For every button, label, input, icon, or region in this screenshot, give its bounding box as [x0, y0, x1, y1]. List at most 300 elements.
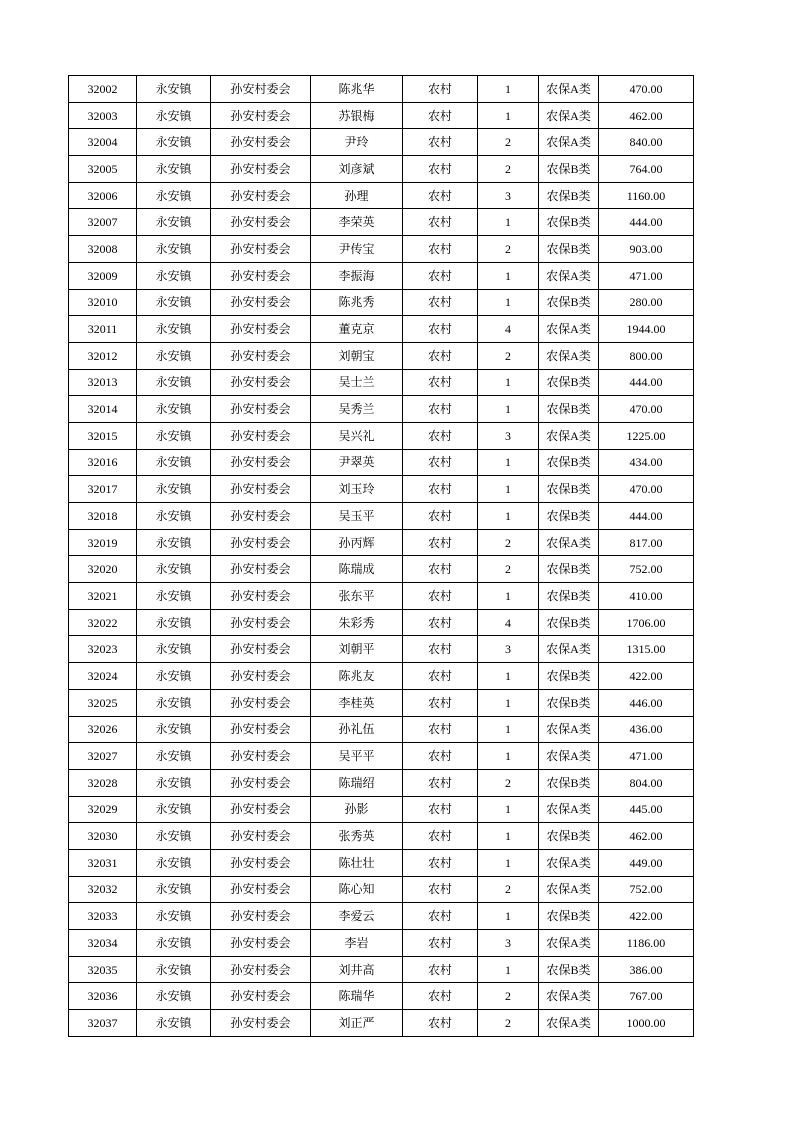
table-cell-type: 农村: [403, 903, 478, 930]
table-cell-category: 农保B类: [539, 503, 599, 530]
table-cell-count: 1: [478, 369, 539, 396]
table-cell-type: 农村: [403, 156, 478, 183]
table-cell-village: 孙安村委会: [211, 209, 311, 236]
table-cell-name: 刘玉玲: [311, 476, 403, 503]
table-cell-id: 32026: [69, 716, 137, 743]
table-cell-village: 孙安村委会: [211, 876, 311, 903]
table-cell-type: 农村: [403, 556, 478, 583]
table-cell-id: 32011: [69, 316, 137, 343]
table-cell-id: 32010: [69, 289, 137, 316]
table-cell-id: 32006: [69, 182, 137, 209]
table-row: [69, 983, 694, 1010]
table-cell-village: 孙安村委会: [211, 956, 311, 983]
table-cell-category: 农保B类: [539, 823, 599, 850]
table-cell-id: 32003: [69, 102, 137, 129]
table-cell-amount: 840.00: [599, 129, 694, 156]
table-cell-amount: 436.00: [599, 716, 694, 743]
table-cell-amount: 752.00: [599, 876, 694, 903]
table-cell-name: 吴秀兰: [311, 396, 403, 423]
table-cell-amount: 817.00: [599, 529, 694, 556]
table-cell-id: 32034: [69, 930, 137, 957]
table-cell-count: 2: [478, 129, 539, 156]
table-cell-village: 孙安村委会: [211, 983, 311, 1010]
table-cell-town: 永安镇: [137, 716, 211, 743]
table-cell-type: 农村: [403, 396, 478, 423]
table-cell-type: 农村: [403, 102, 478, 129]
table-cell-id: 32025: [69, 689, 137, 716]
table-cell-count: 1: [478, 476, 539, 503]
table-cell-amount: 1160.00: [599, 182, 694, 209]
table-cell-type: 农村: [403, 876, 478, 903]
table-cell-id: 32004: [69, 129, 137, 156]
table-cell-count: 1: [478, 689, 539, 716]
table-cell-amount: 444.00: [599, 209, 694, 236]
table-cell-count: 2: [478, 342, 539, 369]
table-cell-amount: 1315.00: [599, 636, 694, 663]
table-cell-id: 32021: [69, 583, 137, 610]
table-cell-village: 孙安村委会: [211, 796, 311, 823]
table-cell-id: 32023: [69, 636, 137, 663]
table-cell-category: 农保B类: [539, 209, 599, 236]
table-cell-village: 孙安村委会: [211, 396, 311, 423]
table-cell-amount: 1225.00: [599, 422, 694, 449]
payment-table: [68, 75, 694, 1037]
table-cell-town: 永安镇: [137, 129, 211, 156]
table-cell-town: 永安镇: [137, 903, 211, 930]
table-cell-town: 永安镇: [137, 76, 211, 103]
table-cell-count: 1: [478, 956, 539, 983]
table-row: [69, 716, 694, 743]
table-cell-category: 农保A类: [539, 422, 599, 449]
table-cell-village: 孙安村委会: [211, 556, 311, 583]
table-cell-town: 永安镇: [137, 422, 211, 449]
table-cell-id: 32017: [69, 476, 137, 503]
table-cell-count: 2: [478, 769, 539, 796]
table-cell-village: 孙安村委会: [211, 716, 311, 743]
table-cell-type: 农村: [403, 342, 478, 369]
table-cell-village: 孙安村委会: [211, 609, 311, 636]
table-cell-town: 永安镇: [137, 956, 211, 983]
table-cell-id: 32035: [69, 956, 137, 983]
table-cell-category: 农保B类: [539, 609, 599, 636]
table-cell-count: 1: [478, 449, 539, 476]
table-cell-category: 农保A类: [539, 849, 599, 876]
table-cell-name: 刘朝宝: [311, 342, 403, 369]
table-cell-type: 农村: [403, 476, 478, 503]
table-cell-category: 农保B类: [539, 369, 599, 396]
table-cell-type: 农村: [403, 849, 478, 876]
table-row: [69, 342, 694, 369]
table-cell-village: 孙安村委会: [211, 369, 311, 396]
table-cell-amount: 470.00: [599, 76, 694, 103]
table-cell-village: 孙安村委会: [211, 236, 311, 263]
table-cell-town: 永安镇: [137, 930, 211, 957]
payment-table-body: [69, 76, 694, 1037]
table-cell-name: 张秀英: [311, 823, 403, 850]
table-cell-name: 陈兆友: [311, 663, 403, 690]
table-cell-type: 农村: [403, 983, 478, 1010]
table-cell-category: 农保B类: [539, 689, 599, 716]
table-cell-town: 永安镇: [137, 556, 211, 583]
table-cell-name: 尹翠英: [311, 449, 403, 476]
table-cell-village: 孙安村委会: [211, 76, 311, 103]
table-cell-amount: 444.00: [599, 503, 694, 530]
table-cell-name: 刘彦斌: [311, 156, 403, 183]
table-cell-count: 2: [478, 529, 539, 556]
table-cell-id: 32002: [69, 76, 137, 103]
table-cell-amount: 471.00: [599, 743, 694, 770]
table-cell-category: 农保A类: [539, 876, 599, 903]
table-cell-amount: 445.00: [599, 796, 694, 823]
table-cell-village: 孙安村委会: [211, 316, 311, 343]
table-cell-name: 陈兆秀: [311, 289, 403, 316]
table-cell-count: 3: [478, 182, 539, 209]
table-cell-count: 1: [478, 289, 539, 316]
table-cell-amount: 767.00: [599, 983, 694, 1010]
table-cell-type: 农村: [403, 689, 478, 716]
table-cell-type: 农村: [403, 449, 478, 476]
table-cell-category: 农保A类: [539, 1010, 599, 1037]
table-cell-id: 32030: [69, 823, 137, 850]
table-row: [69, 369, 694, 396]
table-cell-count: 1: [478, 102, 539, 129]
table-cell-count: 1: [478, 849, 539, 876]
table-cell-category: 农保A类: [539, 342, 599, 369]
table-cell-count: 1: [478, 76, 539, 103]
table-cell-id: 32032: [69, 876, 137, 903]
table-row: [69, 956, 694, 983]
table-cell-count: 4: [478, 609, 539, 636]
table-cell-town: 永安镇: [137, 529, 211, 556]
table-cell-count: 1: [478, 903, 539, 930]
table-cell-category: 农保A类: [539, 930, 599, 957]
table-cell-town: 永安镇: [137, 983, 211, 1010]
table-cell-id: 32015: [69, 422, 137, 449]
table-cell-type: 农村: [403, 316, 478, 343]
table-cell-name: 陈心知: [311, 876, 403, 903]
table-cell-amount: 462.00: [599, 102, 694, 129]
table-cell-village: 孙安村委会: [211, 449, 311, 476]
table-cell-type: 农村: [403, 129, 478, 156]
table-cell-count: 3: [478, 636, 539, 663]
table-cell-village: 孙安村委会: [211, 849, 311, 876]
table-cell-id: 32031: [69, 849, 137, 876]
table-cell-town: 永安镇: [137, 609, 211, 636]
table-cell-village: 孙安村委会: [211, 262, 311, 289]
table-cell-village: 孙安村委会: [211, 769, 311, 796]
table-cell-name: 尹传宝: [311, 236, 403, 263]
table-cell-id: 32033: [69, 903, 137, 930]
table-cell-town: 永安镇: [137, 396, 211, 423]
table-cell-count: 1: [478, 503, 539, 530]
table-cell-count: 1: [478, 663, 539, 690]
table-cell-id: 32037: [69, 1010, 137, 1037]
table-cell-category: 农保B类: [539, 156, 599, 183]
table-cell-type: 农村: [403, 76, 478, 103]
table-cell-category: 农保B类: [539, 236, 599, 263]
table-cell-count: 1: [478, 262, 539, 289]
table-cell-category: 农保B类: [539, 396, 599, 423]
table-cell-count: 2: [478, 156, 539, 183]
table-cell-amount: 1944.00: [599, 316, 694, 343]
table-cell-town: 永安镇: [137, 689, 211, 716]
table-cell-type: 农村: [403, 823, 478, 850]
table-row: [69, 636, 694, 663]
table-cell-count: 2: [478, 876, 539, 903]
table-cell-category: 农保B类: [539, 476, 599, 503]
table-row: [69, 289, 694, 316]
table-cell-name: 尹玲: [311, 129, 403, 156]
table-cell-village: 孙安村委会: [211, 823, 311, 850]
table-cell-village: 孙安村委会: [211, 743, 311, 770]
table-cell-id: 32005: [69, 156, 137, 183]
table-cell-village: 孙安村委会: [211, 1010, 311, 1037]
table-row: [69, 503, 694, 530]
table-cell-village: 孙安村委会: [211, 663, 311, 690]
table-cell-village: 孙安村委会: [211, 129, 311, 156]
table-cell-category: 农保B类: [539, 556, 599, 583]
table-cell-category: 农保A类: [539, 316, 599, 343]
table-cell-category: 农保A类: [539, 262, 599, 289]
table-cell-category: 农保B类: [539, 903, 599, 930]
table-cell-count: 1: [478, 716, 539, 743]
table-cell-name: 吴士兰: [311, 369, 403, 396]
table-cell-category: 农保A类: [539, 636, 599, 663]
table-cell-name: 刘井高: [311, 956, 403, 983]
table-cell-type: 农村: [403, 930, 478, 957]
table-cell-type: 农村: [403, 289, 478, 316]
table-cell-count: 2: [478, 556, 539, 583]
table-cell-amount: 446.00: [599, 689, 694, 716]
table-cell-village: 孙安村委会: [211, 182, 311, 209]
table-row: [69, 930, 694, 957]
table-cell-town: 永安镇: [137, 342, 211, 369]
table-cell-village: 孙安村委会: [211, 422, 311, 449]
table-cell-name: 李爱云: [311, 903, 403, 930]
table-row: [69, 529, 694, 556]
table-cell-amount: 386.00: [599, 956, 694, 983]
table-cell-type: 农村: [403, 529, 478, 556]
table-row: [69, 182, 694, 209]
table-cell-town: 永安镇: [137, 369, 211, 396]
table-cell-amount: 1186.00: [599, 930, 694, 957]
table-row: [69, 422, 694, 449]
table-cell-type: 农村: [403, 262, 478, 289]
table-cell-name: 孙影: [311, 796, 403, 823]
table-row: [69, 316, 694, 343]
table-row: [69, 1010, 694, 1037]
table-cell-village: 孙安村委会: [211, 636, 311, 663]
table-cell-town: 永安镇: [137, 102, 211, 129]
table-cell-town: 永安镇: [137, 743, 211, 770]
table-cell-town: 永安镇: [137, 182, 211, 209]
table-cell-town: 永安镇: [137, 262, 211, 289]
table-row: [69, 76, 694, 103]
table-cell-town: 永安镇: [137, 449, 211, 476]
table-cell-id: 32013: [69, 369, 137, 396]
table-cell-count: 1: [478, 396, 539, 423]
table-cell-name: 李振海: [311, 262, 403, 289]
table-cell-category: 农保A类: [539, 796, 599, 823]
table-cell-name: 李桂英: [311, 689, 403, 716]
table-cell-category: 农保A类: [539, 716, 599, 743]
table-cell-category: 农保B类: [539, 769, 599, 796]
table-cell-amount: 804.00: [599, 769, 694, 796]
table-cell-name: 吴兴礼: [311, 422, 403, 449]
table-cell-village: 孙安村委会: [211, 903, 311, 930]
table-cell-category: 农保B类: [539, 289, 599, 316]
table-cell-category: 农保B类: [539, 583, 599, 610]
table-cell-id: 32018: [69, 503, 137, 530]
table-cell-town: 永安镇: [137, 636, 211, 663]
table-cell-type: 农村: [403, 716, 478, 743]
table-cell-name: 孙礼伍: [311, 716, 403, 743]
table-cell-type: 农村: [403, 236, 478, 263]
table-cell-name: 刘正严: [311, 1010, 403, 1037]
table-cell-name: 吴玉平: [311, 503, 403, 530]
table-cell-name: 陈兆华: [311, 76, 403, 103]
table-cell-amount: 903.00: [599, 236, 694, 263]
table-row: [69, 102, 694, 129]
table-cell-count: 3: [478, 422, 539, 449]
table-cell-category: 农保A类: [539, 76, 599, 103]
table-row: [69, 663, 694, 690]
table-row: [69, 609, 694, 636]
table-cell-category: 农保B类: [539, 449, 599, 476]
table-cell-count: 1: [478, 583, 539, 610]
table-row: [69, 689, 694, 716]
table-row: [69, 129, 694, 156]
table-cell-id: 32027: [69, 743, 137, 770]
table-cell-town: 永安镇: [137, 209, 211, 236]
table-cell-count: 4: [478, 316, 539, 343]
table-cell-category: 农保A类: [539, 529, 599, 556]
table-cell-village: 孙安村委会: [211, 102, 311, 129]
table-cell-count: 1: [478, 796, 539, 823]
table-cell-name: 李荣英: [311, 209, 403, 236]
table-cell-village: 孙安村委会: [211, 529, 311, 556]
table-cell-town: 永安镇: [137, 823, 211, 850]
table-cell-id: 32014: [69, 396, 137, 423]
table-cell-id: 32009: [69, 262, 137, 289]
table-cell-name: 刘朝平: [311, 636, 403, 663]
table-row: [69, 209, 694, 236]
table-cell-id: 32008: [69, 236, 137, 263]
table-cell-amount: 1706.00: [599, 609, 694, 636]
table-cell-village: 孙安村委会: [211, 342, 311, 369]
table-cell-name: 陈壮壮: [311, 849, 403, 876]
table-cell-count: 2: [478, 1010, 539, 1037]
table-cell-type: 农村: [403, 422, 478, 449]
table-cell-name: 陈瑞成: [311, 556, 403, 583]
table-cell-id: 32019: [69, 529, 137, 556]
table-cell-category: 农保A类: [539, 102, 599, 129]
table-cell-name: 陈瑞华: [311, 983, 403, 1010]
table-cell-count: 1: [478, 743, 539, 770]
table-cell-name: 孙理: [311, 182, 403, 209]
table-cell-id: 32029: [69, 796, 137, 823]
table-cell-type: 农村: [403, 609, 478, 636]
table-cell-count: 2: [478, 236, 539, 263]
table-row: [69, 476, 694, 503]
table-cell-type: 农村: [403, 769, 478, 796]
table-cell-id: 32036: [69, 983, 137, 1010]
table-row: [69, 449, 694, 476]
table-cell-category: 农保A类: [539, 983, 599, 1010]
table-cell-town: 永安镇: [137, 289, 211, 316]
table-row: [69, 876, 694, 903]
table-cell-type: 农村: [403, 209, 478, 236]
table-cell-amount: 764.00: [599, 156, 694, 183]
table-cell-type: 农村: [403, 636, 478, 663]
table-cell-type: 农村: [403, 583, 478, 610]
table-cell-count: 2: [478, 983, 539, 1010]
table-cell-town: 永安镇: [137, 476, 211, 503]
table-cell-id: 32022: [69, 609, 137, 636]
table-row: [69, 903, 694, 930]
table-cell-id: 32016: [69, 449, 137, 476]
table-cell-village: 孙安村委会: [211, 689, 311, 716]
table-cell-name: 吴平平: [311, 743, 403, 770]
table-row: [69, 769, 694, 796]
table-cell-id: 32007: [69, 209, 137, 236]
table-cell-village: 孙安村委会: [211, 503, 311, 530]
table-cell-type: 农村: [403, 369, 478, 396]
table-cell-amount: 1000.00: [599, 1010, 694, 1037]
table-cell-name: 朱彩秀: [311, 609, 403, 636]
table-cell-amount: 449.00: [599, 849, 694, 876]
table-cell-name: 李岩: [311, 930, 403, 957]
table-row: [69, 849, 694, 876]
table-cell-town: 永安镇: [137, 663, 211, 690]
table-cell-category: 农保B类: [539, 182, 599, 209]
table-cell-town: 永安镇: [137, 1010, 211, 1037]
table-cell-town: 永安镇: [137, 849, 211, 876]
table-cell-name: 陈瑞绍: [311, 769, 403, 796]
table-cell-amount: 462.00: [599, 823, 694, 850]
table-cell-category: 农保B类: [539, 663, 599, 690]
table-cell-village: 孙安村委会: [211, 583, 311, 610]
table-cell-village: 孙安村委会: [211, 156, 311, 183]
table-cell-id: 32020: [69, 556, 137, 583]
table-cell-amount: 470.00: [599, 476, 694, 503]
table-cell-amount: 280.00: [599, 289, 694, 316]
table-cell-type: 农村: [403, 796, 478, 823]
table-cell-amount: 471.00: [599, 262, 694, 289]
table-cell-count: 1: [478, 823, 539, 850]
table-cell-id: 32028: [69, 769, 137, 796]
table-cell-category: 农保A类: [539, 129, 599, 156]
table-cell-name: 张东平: [311, 583, 403, 610]
table-row: [69, 556, 694, 583]
table-cell-village: 孙安村委会: [211, 476, 311, 503]
table-cell-town: 永安镇: [137, 156, 211, 183]
table-cell-type: 农村: [403, 956, 478, 983]
table-cell-name: 孙丙辉: [311, 529, 403, 556]
table-cell-category: 农保A类: [539, 743, 599, 770]
table-cell-town: 永安镇: [137, 316, 211, 343]
table-cell-amount: 422.00: [599, 903, 694, 930]
table-cell-amount: 422.00: [599, 663, 694, 690]
table-cell-town: 永安镇: [137, 876, 211, 903]
table-cell-town: 永安镇: [137, 769, 211, 796]
table-cell-amount: 800.00: [599, 342, 694, 369]
table-cell-amount: 434.00: [599, 449, 694, 476]
table-cell-count: 3: [478, 930, 539, 957]
table-row: [69, 823, 694, 850]
table-row: [69, 796, 694, 823]
table-cell-type: 农村: [403, 663, 478, 690]
